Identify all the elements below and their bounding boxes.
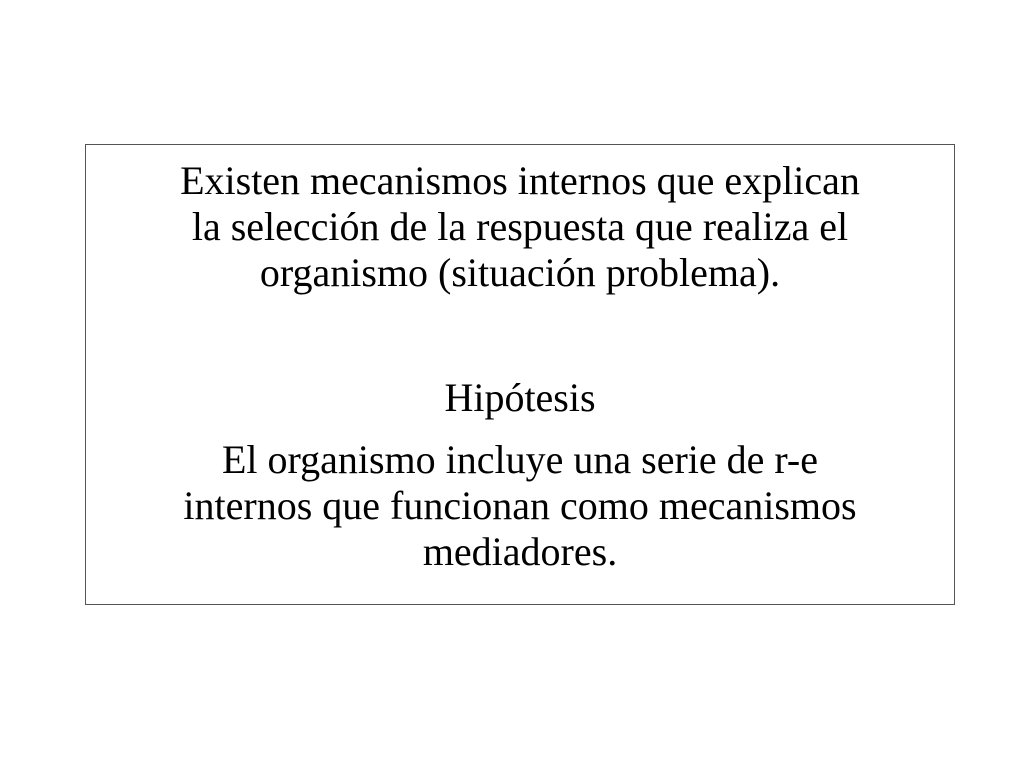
statement-line-1: Existen mecanismos internos que explican bbox=[180, 158, 860, 203]
statement-line-2: la selección de la respuesta que realiza el bbox=[191, 204, 849, 249]
hypothesis-heading-text: Hipótesis bbox=[444, 375, 596, 420]
hypothesis-line-2: internos que funcionan como mecanismos bbox=[183, 483, 857, 528]
statement-text bbox=[86, 158, 954, 296]
text-box bbox=[85, 144, 955, 605]
hypothesis-line-1: El organismo incluye una serie de r-e bbox=[221, 437, 819, 482]
hypothesis-line-3: mediadores. bbox=[422, 529, 618, 574]
statement-line-3: organismo (situación problema). bbox=[259, 250, 781, 295]
hypothesis-heading bbox=[86, 375, 954, 421]
hypothesis-text bbox=[86, 437, 954, 575]
